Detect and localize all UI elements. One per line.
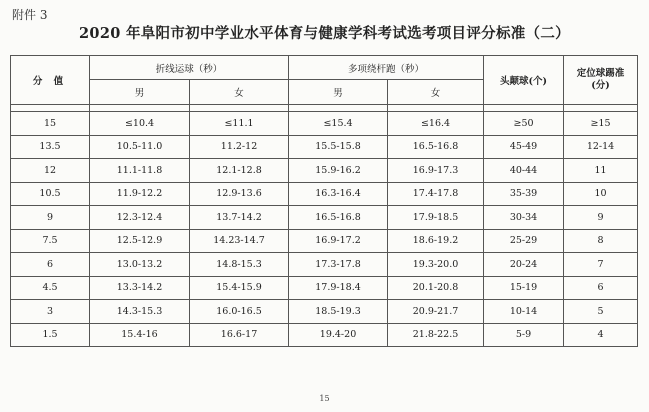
duoxiang-male-cell: 16.9-17.2 bbox=[289, 229, 388, 253]
zhexian-header: 折线运球（秒） bbox=[90, 56, 289, 80]
scoring-table bbox=[10, 55, 638, 347]
zhexian-male-cell: ≤10.4 bbox=[90, 112, 190, 136]
duoxiang-female-cell: 17.4-17.8 bbox=[388, 182, 484, 206]
table-row bbox=[11, 112, 638, 136]
duoxiang-male-cell: 18.5-19.3 bbox=[289, 300, 388, 324]
header-ball-cell: 30-34 bbox=[484, 206, 564, 230]
gap-cell bbox=[90, 105, 190, 112]
score-cell: 9 bbox=[11, 206, 90, 230]
header-ball-cell: 15-19 bbox=[484, 276, 564, 300]
score-cell: 10.5 bbox=[11, 182, 90, 206]
zhexian-female-cell: 12.1-12.8 bbox=[190, 159, 289, 183]
zhexian-male-cell: 13.0-13.2 bbox=[90, 253, 190, 277]
duoxiang-male-cell: 16.5-16.8 bbox=[289, 206, 388, 230]
dingwei-header bbox=[564, 56, 638, 105]
duoxiang-male-cell: 19.4-20 bbox=[289, 323, 388, 347]
header-ball-header: 头颠球(个) bbox=[484, 56, 564, 105]
zhexian-male-cell: 13.3-14.2 bbox=[90, 276, 190, 300]
dingwei-cell: 5 bbox=[564, 300, 638, 324]
table-row bbox=[11, 229, 638, 253]
document-title: 2020 年阜阳市初中学业水平体育与健康学科考试选考项目评分标准（二） bbox=[79, 25, 570, 42]
score-cell: 6 bbox=[11, 253, 90, 277]
gap-cell bbox=[190, 105, 289, 112]
zhexian-male-cell: 11.1-11.8 bbox=[90, 159, 190, 183]
duoxiang-female-cell: 20.1-20.8 bbox=[388, 276, 484, 300]
zhexian-female-cell: 16.6-17 bbox=[190, 323, 289, 347]
dingwei-header-line2: (分) bbox=[591, 80, 610, 91]
page-number: 15 bbox=[319, 394, 330, 403]
zhexian-female-cell: 13.7-14.2 bbox=[190, 206, 289, 230]
score-cell: 12 bbox=[11, 159, 90, 183]
duoxiang-female-cell: 16.9-17.3 bbox=[388, 159, 484, 183]
duoxiang-female-cell: 18.6-19.2 bbox=[388, 229, 484, 253]
zhexian-female-header: 女 bbox=[190, 80, 289, 105]
zhexian-female-cell: 15.4-15.9 bbox=[190, 276, 289, 300]
dingwei-cell: 4 bbox=[564, 323, 638, 347]
score-cell: 3 bbox=[11, 300, 90, 324]
score-cell: 15 bbox=[11, 112, 90, 136]
table-row bbox=[11, 300, 638, 324]
zhexian-male-cell: 10.5-11.0 bbox=[90, 135, 190, 159]
duoxiang-female-header: 女 bbox=[388, 80, 484, 105]
header-ball-cell: 20-24 bbox=[484, 253, 564, 277]
table-row bbox=[11, 182, 638, 206]
gap-cell bbox=[388, 105, 484, 112]
duoxiang-female-cell: 19.3-20.0 bbox=[388, 253, 484, 277]
dingwei-cell: 7 bbox=[564, 253, 638, 277]
duoxiang-female-cell: ≤16.4 bbox=[388, 112, 484, 136]
zhexian-female-cell: 16.0-16.5 bbox=[190, 300, 289, 324]
duoxiang-header: 多项绕杆跑（秒） bbox=[289, 56, 484, 80]
table-row bbox=[11, 253, 638, 277]
zhexian-female-cell: 11.2-12 bbox=[190, 135, 289, 159]
duoxiang-female-cell: 20.9-21.7 bbox=[388, 300, 484, 324]
table-body bbox=[11, 112, 638, 347]
dingwei-cell: 12-14 bbox=[564, 135, 638, 159]
dingwei-cell: 9 bbox=[564, 206, 638, 230]
header-gap-row bbox=[11, 105, 638, 112]
duoxiang-female-cell: 17.9-18.5 bbox=[388, 206, 484, 230]
zhexian-male-cell: 11.9-12.2 bbox=[90, 182, 190, 206]
table-row bbox=[11, 206, 638, 230]
score-cell: 4.5 bbox=[11, 276, 90, 300]
header-ball-cell: 5-9 bbox=[484, 323, 564, 347]
duoxiang-male-header: 男 bbox=[289, 80, 388, 105]
gap-cell bbox=[11, 105, 90, 112]
dingwei-cell: 8 bbox=[564, 229, 638, 253]
duoxiang-male-cell: ≤15.4 bbox=[289, 112, 388, 136]
dingwei-cell: 10 bbox=[564, 182, 638, 206]
gap-cell bbox=[564, 105, 638, 112]
zhexian-female-cell: 12.9-13.6 bbox=[190, 182, 289, 206]
score-cell: 7.5 bbox=[11, 229, 90, 253]
attachment-label: 附件 3 bbox=[12, 8, 48, 22]
zhexian-male-cell: 12.3-12.4 bbox=[90, 206, 190, 230]
table-row bbox=[11, 135, 638, 159]
dingwei-cell: 6 bbox=[564, 276, 638, 300]
header-ball-cell: 40-44 bbox=[484, 159, 564, 183]
zhexian-female-cell: 14.8-15.3 bbox=[190, 253, 289, 277]
header-ball-cell: 35-39 bbox=[484, 182, 564, 206]
header-ball-cell: 45-49 bbox=[484, 135, 564, 159]
duoxiang-male-cell: 16.3-16.4 bbox=[289, 182, 388, 206]
score-cell: 13.5 bbox=[11, 135, 90, 159]
zhexian-male-cell: 12.5-12.9 bbox=[90, 229, 190, 253]
duoxiang-female-cell: 16.5-16.8 bbox=[388, 135, 484, 159]
dingwei-header-line1: 定位球踢准 bbox=[576, 68, 625, 79]
duoxiang-female-cell: 21.8-22.5 bbox=[388, 323, 484, 347]
dingwei-cell: ≥15 bbox=[564, 112, 638, 136]
duoxiang-male-cell: 15.9-16.2 bbox=[289, 159, 388, 183]
header-row-1 bbox=[11, 56, 638, 80]
zhexian-female-cell: ≤11.1 bbox=[190, 112, 289, 136]
duoxiang-male-cell: 17.3-17.8 bbox=[289, 253, 388, 277]
header-ball-cell: 25-29 bbox=[484, 229, 564, 253]
gap-cell bbox=[484, 105, 564, 112]
score-cell: 1.5 bbox=[11, 323, 90, 347]
table-row bbox=[11, 323, 638, 347]
table-row bbox=[11, 159, 638, 183]
zhexian-male-cell: 15.4-16 bbox=[90, 323, 190, 347]
gap-cell bbox=[289, 105, 388, 112]
dingwei-cell: 11 bbox=[564, 159, 638, 183]
header-ball-cell: 10-14 bbox=[484, 300, 564, 324]
duoxiang-male-cell: 15.5-15.8 bbox=[289, 135, 388, 159]
zhexian-male-cell: 14.3-15.3 bbox=[90, 300, 190, 324]
header-ball-cell: ≥50 bbox=[484, 112, 564, 136]
table-row bbox=[11, 276, 638, 300]
zhexian-male-header: 男 bbox=[90, 80, 190, 105]
duoxiang-male-cell: 17.9-18.4 bbox=[289, 276, 388, 300]
zhexian-female-cell: 14.23-14.7 bbox=[190, 229, 289, 253]
score-header: 分 值 bbox=[11, 56, 90, 105]
